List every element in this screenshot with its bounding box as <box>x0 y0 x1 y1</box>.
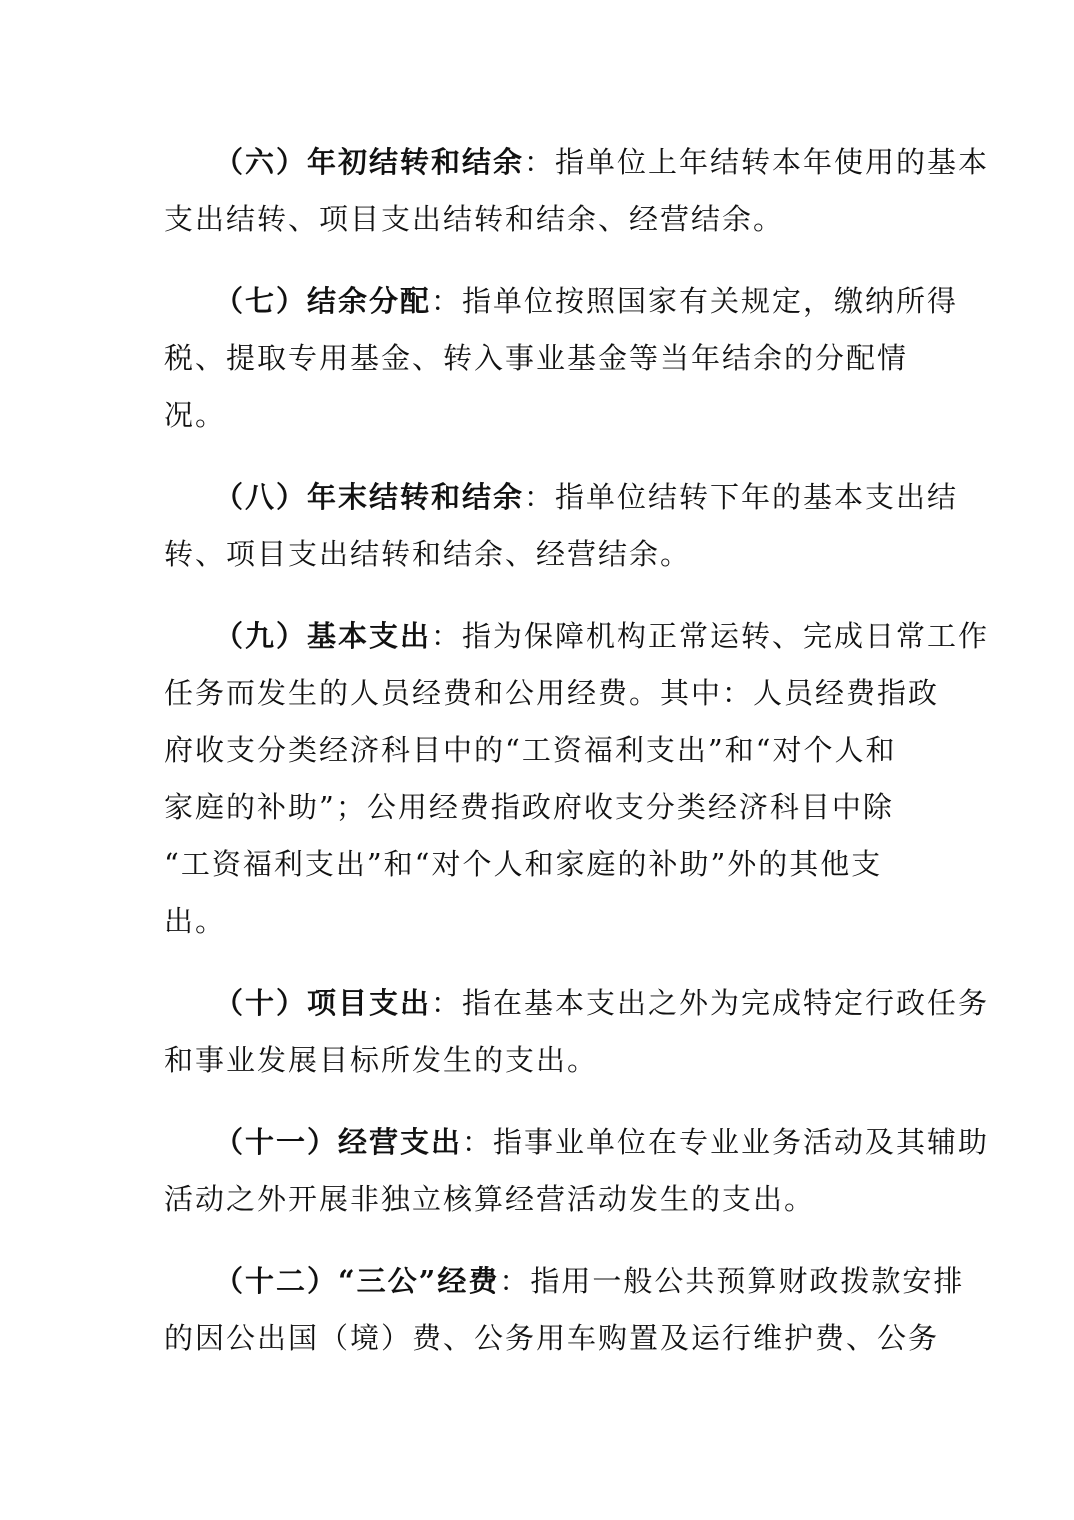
paragraph-line: 出。 <box>164 904 227 938</box>
definition-text: ：指在基本支出之外为完成特定行政任务 <box>431 986 990 1020</box>
paragraph-year-start-carryover <box>164 134 990 248</box>
paragraph-line: “工资福利支出”和“对个人和家庭的补助”外的其他支 <box>164 847 883 881</box>
paragraph-line: 况。 <box>164 398 227 432</box>
term-heading: （七）结余分配 <box>214 284 432 318</box>
term-heading: （六）年初结转和结余 <box>214 145 525 179</box>
paragraph-line: 的因公出国（境）费、公务用车购置及运行维护费、公务 <box>164 1321 940 1355</box>
definition-text: ：指用一般公共预算财政拨款安排 <box>499 1264 965 1298</box>
paragraph-first-line <box>164 975 990 1032</box>
paragraph-three-public-expenses <box>164 1253 965 1367</box>
paragraph-line: 任务而发生的人员经费和公用经费。其中：人员经费指政 <box>164 676 940 710</box>
paragraph-year-end-carryover <box>164 469 959 583</box>
paragraph-line: 家庭的补助”；公用经费指政府收支分类经济科目中除 <box>164 790 894 824</box>
paragraph-line: 支出结转、项目支出结转和结余、经营结余。 <box>164 202 785 236</box>
paragraph-basic-expenditure <box>164 608 990 950</box>
paragraph-surplus-distribution <box>164 273 959 444</box>
paragraph-line: 活动之外开展非独立核算经营活动发生的支出。 <box>164 1182 816 1216</box>
paragraph-first-line <box>164 134 990 191</box>
term-heading: （十）项目支出 <box>214 986 432 1020</box>
term-heading: （十二）“三公”经费 <box>214 1264 500 1298</box>
paragraph-first-line <box>164 1253 965 1310</box>
paragraph-first-line <box>164 273 959 330</box>
paragraph-operating-expenditure <box>164 1114 990 1228</box>
paragraph-line: 府收支分类经济科目中的“工资福利支出”和“对个人和 <box>164 733 897 767</box>
paragraph-first-line <box>164 469 959 526</box>
paragraph-line: 税、提取专用基金、转入事业基金等当年结余的分配情 <box>164 341 909 375</box>
term-heading: （十一）经营支出 <box>214 1125 463 1159</box>
document-body <box>164 134 990 1392</box>
definition-text: ：指单位上年结转本年使用的基本 <box>524 145 990 179</box>
term-heading: （九）基本支出 <box>214 619 432 653</box>
term-heading: （八）年末结转和结余 <box>214 480 525 514</box>
definition-text: ：指单位结转下年的基本支出结 <box>524 480 959 514</box>
definition-text: ：指事业单位在专业业务活动及其辅助 <box>462 1125 990 1159</box>
definition-text: ：指为保障机构正常运转、完成日常工作 <box>431 619 990 653</box>
paragraph-project-expenditure <box>164 975 990 1089</box>
paragraph-line: 转、项目支出结转和结余、经营结余。 <box>164 537 692 571</box>
definition-text: ：指单位按照国家有关规定，缴纳所得 <box>431 284 959 318</box>
paragraph-first-line <box>164 608 990 665</box>
paragraph-first-line <box>164 1114 990 1171</box>
paragraph-line: 和事业发展目标所发生的支出。 <box>164 1043 599 1077</box>
